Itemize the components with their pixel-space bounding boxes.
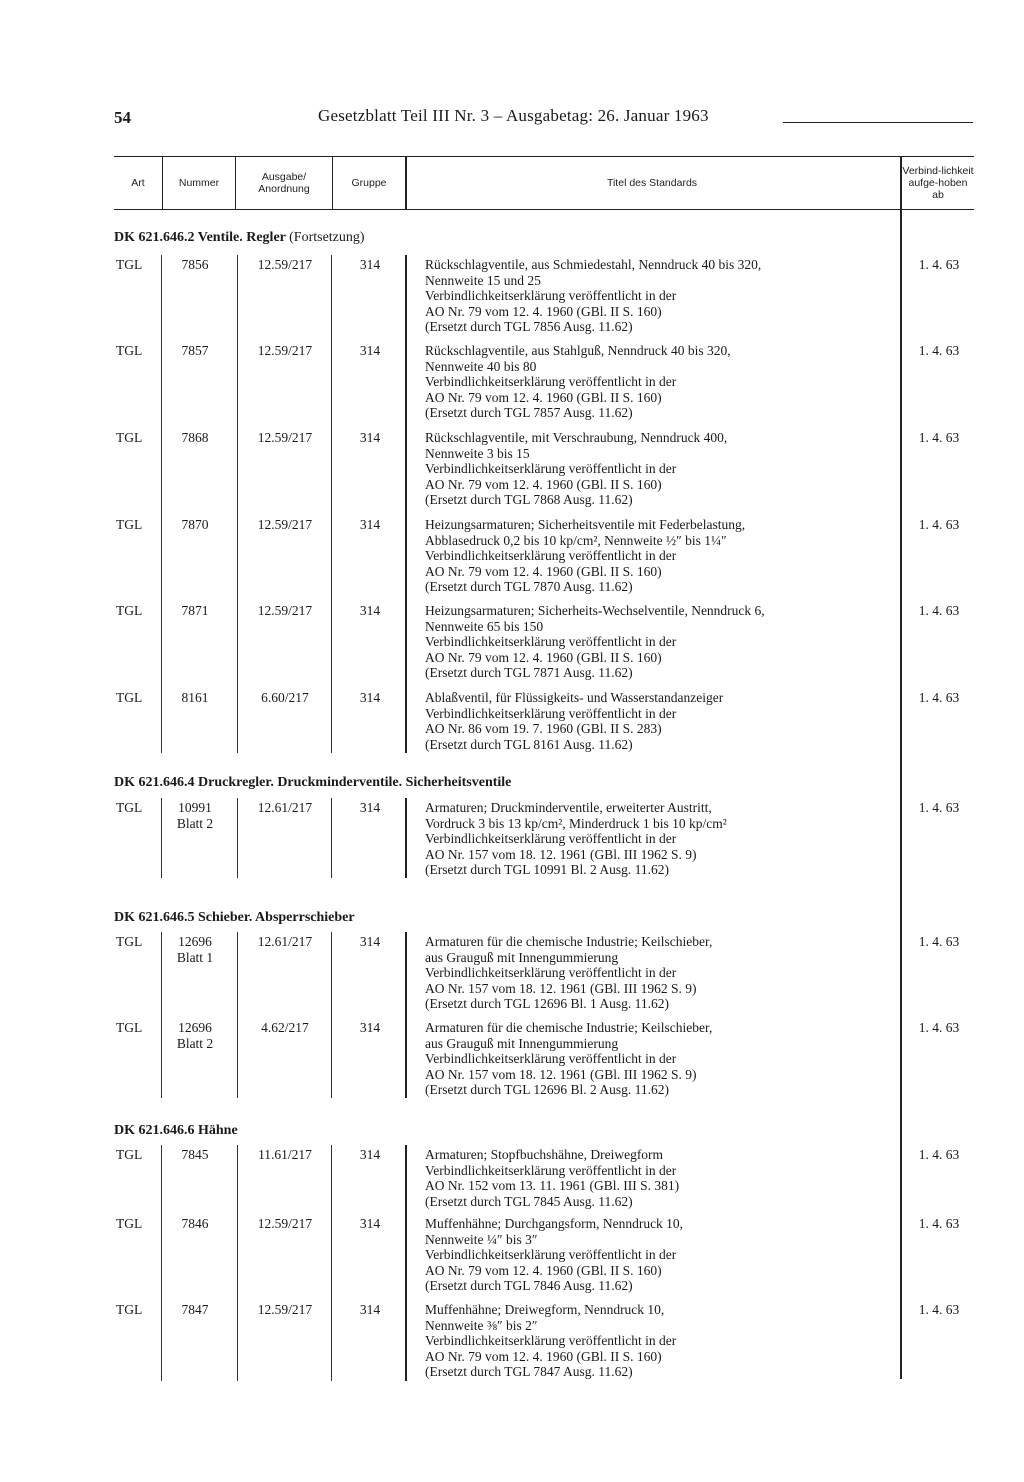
- section-heading: DK 621.646.5 Schieber. Absperrschieber: [114, 910, 355, 925]
- ausgabe-cell: 4.62/217: [261, 1020, 309, 1035]
- section-heading: DK 621.646.4 Druckregler. Druckminderventile. Sicherheitsventile: [114, 775, 512, 790]
- gruppe-cell: 314: [359, 1020, 381, 1035]
- verbindlichkeit-cell: 1. 4. 63: [918, 934, 960, 949]
- ausgabe-cell: 12.59/217: [257, 343, 313, 358]
- art-cell: TGL: [116, 1020, 143, 1035]
- section-heading: DK 621.646.6 Hähne: [114, 1123, 238, 1138]
- nummer-cell: 8161: [181, 690, 209, 705]
- nummer-cell: 7868: [181, 430, 209, 445]
- art-cell: TGL: [116, 1302, 143, 1317]
- verbindlichkeit-cell: 1. 4. 63: [918, 257, 960, 272]
- gruppe-cell: 314: [359, 800, 381, 815]
- column-header-titel: Titel des Standards: [606, 177, 698, 189]
- gruppe-cell: 314: [359, 1147, 381, 1162]
- ausgabe-cell: 12.59/217: [257, 1302, 313, 1317]
- column-divider: [237, 932, 238, 1098]
- gruppe-cell: 314: [359, 343, 381, 358]
- ausgabe-cell: 11.61/217: [258, 1147, 312, 1162]
- art-cell: TGL: [116, 934, 143, 949]
- titel-cell: Armaturen; Druckminderventile, erweiterter Austritt, Vordruck 3 bis 13 kp/cm², Minderdruck 1 bis 10 kp/cm² Verbindlichkeitserklärung veröffentlicht in der AO Nr. 157 vom 18. 12. 1961 (GBl. III 1962 S. 9) (Ersetzt durch TGL 10991 Bl. 2 Ausg. 11.62): [425, 800, 727, 878]
- nummer-cell: 7857: [181, 343, 209, 358]
- table-header: [114, 156, 974, 210]
- art-cell: TGL: [116, 603, 143, 618]
- gruppe-cell: 314: [359, 1302, 381, 1317]
- gruppe-cell: 314: [359, 1216, 381, 1231]
- gruppe-cell: 314: [359, 690, 381, 705]
- section-heading: DK 621.646.2 Ventile. Regler (Fortsetzung): [114, 230, 365, 245]
- column-divider: [161, 255, 162, 753]
- column-header-ausgabe: Ausgabe/ Anordnung: [258, 171, 310, 195]
- nummer-cell: 7870: [181, 517, 209, 532]
- gruppe-cell: 314: [359, 430, 381, 445]
- ausgabe-cell: 12.59/217: [257, 430, 313, 445]
- verbindlichkeit-cell: 1. 4. 63: [918, 690, 960, 705]
- column-divider: [405, 255, 407, 753]
- column-divider: [161, 1145, 162, 1381]
- verbindlichkeit-cell: 1. 4. 63: [918, 800, 960, 815]
- column-divider: [331, 1145, 332, 1381]
- titel-cell: Armaturen; Stopfbuchshähne, Dreiwegform Verbindlichkeitserklärung veröffentlicht in der AO Nr. 152 vom 13. 11. 1961 (GBl. III S. 381) (Ersetzt durch TGL 7845 Ausg. 11.62): [425, 1147, 680, 1209]
- titel-cell: Ablaßventil, für Flüssigkeits- und Wasserstandanzeiger Verbindlichkeitserklärung veröffentlicht in der AO Nr. 86 vom 19. 7. 1960 (GBl. II S. 283) (Ersetzt durch TGL 8161 Ausg. 11.62): [425, 690, 724, 752]
- header-rule: [783, 122, 973, 123]
- art-cell: TGL: [116, 430, 143, 445]
- art-cell: TGL: [116, 517, 143, 532]
- verbindlichkeit-cell: 1. 4. 63: [918, 517, 960, 532]
- nummer-cell: 7847: [181, 1302, 209, 1317]
- nummer-cell: 12696 Blatt 2: [176, 1020, 214, 1051]
- verbindlichkeit-cell: 1. 4. 63: [918, 1020, 960, 1035]
- art-cell: TGL: [116, 800, 143, 815]
- verbindlichkeit-cell: 1. 4. 63: [918, 1147, 960, 1162]
- column-divider: [237, 1145, 238, 1381]
- titel-cell: Rückschlagventile, aus Stahlguß, Nenndruck 40 bis 320, Nennweite 40 bis 80 Verbindlichkeitserklärung veröffentlicht in der AO Nr. 79 vom 12. 4. 1960 (GBl. II S. 160) (Ersetzt durch TGL 7857 Ausg. 11.62): [425, 343, 731, 421]
- gruppe-cell: 314: [359, 257, 381, 272]
- nummer-cell: 12696 Blatt 1: [176, 934, 214, 965]
- column-divider: [405, 798, 407, 878]
- nummer-cell: 7845: [181, 1147, 209, 1162]
- page-title: Gesetzblatt Teil III Nr. 3 – Ausgabetag: 26. Januar 1963: [318, 106, 709, 125]
- ausgabe-cell: 12.59/217: [257, 1216, 313, 1231]
- ausgabe-cell: 12.59/217: [257, 603, 313, 618]
- nummer-cell: 7846: [181, 1216, 209, 1231]
- column-header-gruppe: Gruppe: [351, 177, 387, 189]
- verbindlichkeit-cell: 1. 4. 63: [918, 343, 960, 358]
- art-cell: TGL: [116, 1147, 143, 1162]
- column-divider: [405, 932, 407, 1098]
- nummer-cell: 10991 Blatt 2: [176, 800, 214, 831]
- column-divider: [331, 932, 332, 1098]
- ausgabe-cell: 12.59/217: [257, 517, 313, 532]
- ausgabe-cell: 12.61/217: [257, 934, 313, 949]
- art-cell: TGL: [116, 343, 143, 358]
- column-header-art: Art: [131, 177, 145, 189]
- titel-cell: Armaturen für die chemische Industrie; Keilschieber, aus Grauguß mit Innengummierung Verbindlichkeitserklärung veröffentlicht in der AO Nr. 157 vom 18. 12. 1961 (GBl. III 1962 S. 9) (Ersetzt durch TGL 12696 Bl. 1 Ausg. 11.62): [425, 934, 713, 1012]
- art-cell: TGL: [116, 690, 143, 705]
- verbindlichkeit-cell: 1. 4. 63: [918, 430, 960, 445]
- titel-cell: Rückschlagventile, mit Verschraubung, Nenndruck 400, Nennweite 3 bis 15 Verbindlichkeitserklärung veröffentlicht in der AO Nr. 79 vom 12. 4. 1960 (GBl. II S. 160) (Ersetzt durch TGL 7868 Ausg. 11.62): [425, 430, 728, 508]
- verbindlichkeit-cell: 1. 4. 63: [918, 603, 960, 618]
- verbindlichkeit-cell: 1. 4. 63: [918, 1302, 960, 1317]
- gruppe-cell: 314: [359, 517, 381, 532]
- ausgabe-cell: 12.61/217: [257, 800, 313, 815]
- column-divider: [331, 255, 332, 753]
- nummer-cell: 7871: [181, 603, 209, 618]
- art-cell: TGL: [116, 1216, 143, 1231]
- art-cell: TGL: [116, 257, 143, 272]
- gruppe-cell: 314: [359, 603, 381, 618]
- nummer-cell: 7856: [181, 257, 209, 272]
- verbindlichkeit-cell: 1. 4. 63: [918, 1216, 960, 1231]
- ausgabe-cell: 12.59/217: [257, 257, 313, 272]
- column-header-nummer: Nummer: [178, 177, 220, 189]
- column-divider: [237, 255, 238, 753]
- ausgabe-cell: 6.60/217: [261, 690, 309, 705]
- titel-cell: Rückschlagventile, aus Schmiedestahl, Nenndruck 40 bis 320, Nennweite 15 und 25 Verbindlichkeitserklärung veröffentlicht in der AO Nr. 79 vom 12. 4. 1960 (GBl. II S. 160) (Ersetzt durch TGL 7856 Ausg. 11.62): [425, 257, 762, 335]
- gruppe-cell: 314: [359, 934, 381, 949]
- titel-cell: Heizungsarmaturen; Sicherheitsventile mit Federbelastung, Abblasedruck 0,2 bis 10 kp/cm², Nennweite ½″ bis 1¼″ Verbindlichkeitserklärung veröffentlicht in der AO Nr. 79 vom 12. 4. 1960 (GBl. II S. 160) (Ersetzt durch TGL 7870 Ausg. 11.62): [425, 517, 746, 595]
- titel-cell: Muffenhähne; Durchgangsform, Nenndruck 10, Nennweite ¼″ bis 3″ Verbindlichkeitserklärung veröffentlicht in der AO Nr. 79 vom 12. 4. 1960 (GBl. II S. 160) (Ersetzt durch TGL 7846 Ausg. 11.62): [425, 1216, 684, 1294]
- titel-cell: Armaturen für die chemische Industrie; Keilschieber, aus Grauguß mit Innengummierung Verbindlichkeitserklärung veröffentlicht in der AO Nr. 157 vom 18. 12. 1961 (GBl. III 1962 S. 9) (Ersetzt durch TGL 12696 Bl. 2 Ausg. 11.62): [425, 1020, 713, 1098]
- column-header-verbindlichkeit: Verbind-lichkeit aufge-hoben ab: [902, 165, 974, 201]
- titel-cell: Muffenhähne; Dreiwegform, Nenndruck 10, Nennweite ⅜″ bis 2″ Verbindlichkeitserklärung veröffentlicht in der AO Nr. 79 vom 12. 4. 1960 (GBl. II S. 160) (Ersetzt durch TGL 7847 Ausg. 11.62): [425, 1302, 677, 1380]
- column-divider: [405, 1145, 407, 1381]
- page-number: 54: [114, 108, 131, 127]
- titel-cell: Heizungsarmaturen; Sicherheits-Wechselventile, Nenndruck 6, Nennweite 65 bis 150 Verbindlichkeitserklärung veröffentlicht in der AO Nr. 79 vom 12. 4. 1960 (GBl. II S. 160) (Ersetzt durch TGL 7871 Ausg. 11.62): [425, 603, 765, 681]
